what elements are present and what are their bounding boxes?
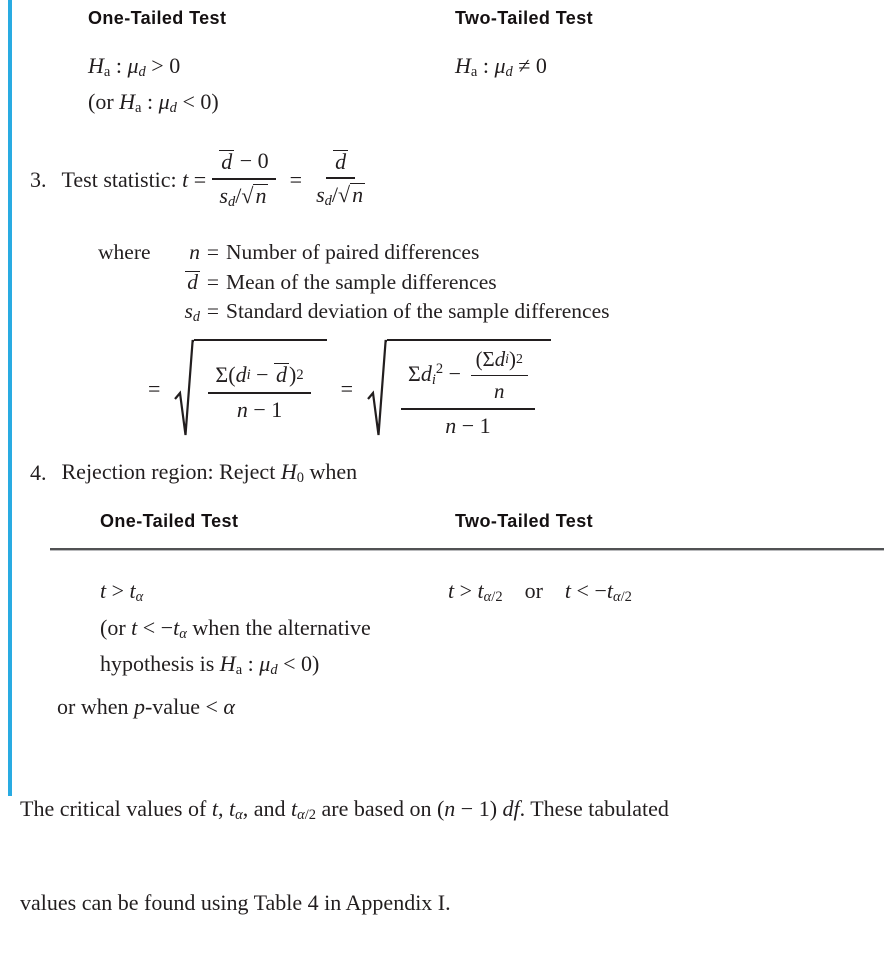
sqrt1-numerator: Σ( d i − d ) 2 [208, 362, 310, 394]
two-tailed-header: Two-Tailed Test [455, 511, 594, 531]
sd-formula [140, 334, 557, 444]
where-label: where [98, 240, 151, 264]
sqrt2-content [387, 339, 551, 439]
sqrt2-fraction [401, 347, 535, 439]
t-greater-talpha-line: t > tα [100, 578, 144, 606]
closing-paragraph [20, 736, 669, 975]
sqrt1-fraction [208, 362, 310, 423]
alt-hypothesis-line: hypothesis is Ha : μd < 0) [100, 651, 320, 679]
rejection-one-tailed-cell [100, 576, 371, 686]
two-tailed-rejection-line: t > tα/2 or t < −tα/2 [448, 578, 632, 606]
test-statistic-fraction-2 [316, 150, 365, 211]
one-tailed-header: One-Tailed Test [100, 511, 239, 531]
definition-sd: Standard deviation of the sample differences [226, 299, 610, 323]
alt-hypotheses-one-tailed-column [88, 8, 226, 123]
p-value-note: or when p-value < α [57, 694, 235, 719]
sqrt-term-2 [367, 339, 551, 439]
table-rule [50, 548, 884, 551]
spacer [98, 297, 162, 333]
closing-line-1: The critical values of t, tα, and tα/2 are based on (n − 1) df. These tabulated [20, 796, 669, 824]
equals-sign: = [206, 299, 220, 323]
alt-hypotheses-two-tailed-column [455, 8, 593, 87]
rejection-region-item [30, 459, 357, 487]
sqrt2-nested-fraction [471, 347, 528, 404]
equals-sign: = [148, 376, 161, 401]
definition-n: Number of paired differences [226, 240, 480, 264]
alt-lower-tail-line: (or t < −tα when the alternative [100, 614, 371, 642]
sqrt1-content [194, 339, 326, 439]
sqrt2-numerator [401, 347, 535, 410]
definition-dbar: Mean of the sample differences [226, 269, 497, 294]
radical-sign-icon [367, 339, 387, 439]
item-number-3: 3. [30, 167, 47, 192]
ha-greater-line: Ha : μd > 0 [88, 53, 181, 81]
equals-sign: = [206, 240, 220, 264]
ha-noteq-line: Ha : μd ≠ 0 [455, 53, 547, 81]
item-number-4: 4. [30, 460, 47, 486]
equals-sign: = [206, 269, 220, 294]
test-statistic-fraction-1 [212, 148, 275, 211]
one-tailed-header: One-Tailed Test [88, 8, 227, 28]
symbol-dbar: d [187, 269, 198, 294]
fraction2-numerator: d [326, 150, 355, 179]
fraction2-denominator: sd/√n [316, 182, 364, 210]
sqrt2-denominator: n − 1 [445, 412, 491, 438]
closing-line-2: values can be found using Table 4 in Appendix I. [20, 890, 451, 916]
equals-sign: = [340, 376, 354, 401]
definitions-block [98, 238, 609, 333]
rejection-region-label: Rejection region: Reject H0 when [61, 459, 358, 487]
equals-sign: = [289, 167, 303, 192]
fraction1-denominator: sd/√n [219, 183, 267, 211]
nested-numerator: (Σ d i ) 2 [471, 347, 528, 376]
symbol-sd: sd [184, 299, 200, 326]
fraction1-numerator: d − 0 [212, 148, 275, 180]
spacer [98, 268, 162, 298]
sqrt1-denominator: n − 1 [236, 397, 283, 422]
rejection-two-tailed-cell [448, 576, 632, 613]
left-accent-bar [8, 0, 12, 796]
two-tailed-header: Two-Tailed Test [455, 8, 594, 28]
radical-sign-icon [174, 339, 194, 439]
sqrt-term-1 [174, 339, 326, 439]
nested-denominator: n [494, 378, 505, 403]
test-statistic-item [30, 146, 371, 214]
symbol-n: n [189, 240, 200, 264]
sqrt2-numerator-prefix: Σdi$^2$ − [408, 360, 467, 389]
ha-less-alt-line: (or Ha : μd < 0) [88, 89, 219, 117]
test-statistic-label: Test statistic: t = [61, 167, 207, 192]
